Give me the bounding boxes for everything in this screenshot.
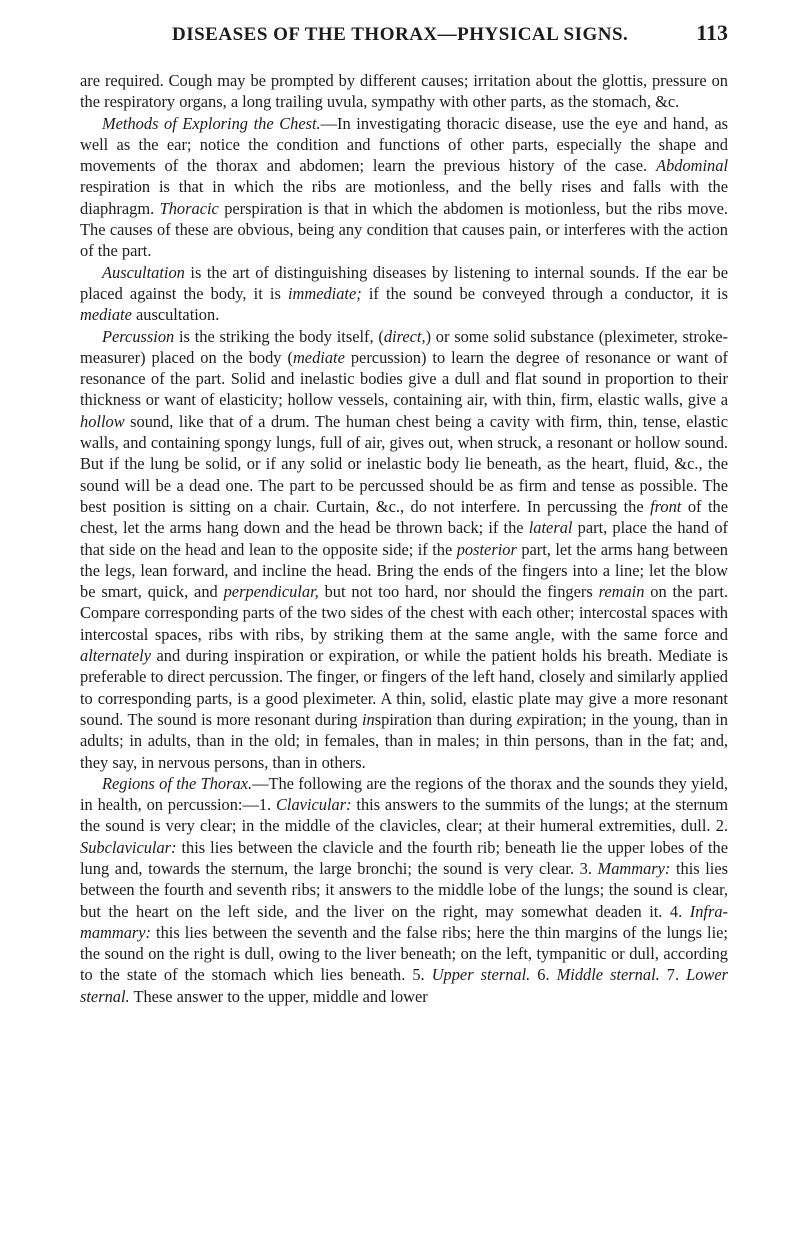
- paragraph-regions-of-thorax: Regions of the Thorax.—The following are the regions of the thorax and the sounds they yield, in health, on percussion:—1. Clavicular: this answers to the summits of the lungs; at the sternum the sound is very clear; in the middle of the clavicles, clear; at their humeral extremities, dull. 2. Subclavicular: this lies between the clavicle and the fourth rib; beneath lie the upper lobes of the lung and, towards the sternum, the large bronchi; the sound is very clear. 3. Mammary: this lies between the fourth and seventh ribs; it answers to the middle lobe of the lungs; the sound is clear, but the heart on the left side, and the liver on the right, may somewhat deaden it. 4. Infra-mammary: this lies between the seventh and the false ribs; here the thin margins of the lungs lie; the sound on the right is dull, owing to the liver beneath; on the left, tympanitic or dull, according to the state of the stomach which lies beneath. 5. Upper sternal. 6. Middle sternal. 7. Lower sternal. These answer to the upper, middle and lower: [80, 773, 729, 1006]
- section-heading-auscultation: Auscultation: [102, 262, 185, 282]
- paragraph-auscultation: Auscultation is the art of distinguishing diseases by listening to internal sounds. If the ear be placed against the body, it is immediate; if the sound be conveyed through a conductor, it is mediate auscultation.: [80, 262, 728, 325]
- section-heading-methods: Methods of Exploring the Chest.: [102, 113, 321, 133]
- page-header: [80, 0, 728, 56]
- paragraph-percussion: Percussion is the striking the body itself, (direct,) or some solid substance (pleximeter, stroke-measurer) placed on the body (mediate percussion) to learn the degree of resonance or want of resonance of the part. Solid and inelastic bodies give a dull and flat sound in proportion to their thickness or want of elasticity; hollow vessels, containing air, with thin, firm, elastic walls, give a hollow sound, like that of a drum. The human chest being a cavity with firm, thin, tense, elastic walls, and containing spongy lungs, full of air, gives out, when struck, a resonant or hollow sound. But if the lung be solid, or if any solid or inelastic body lie beneath, as the heart, fluid, &c., the sound will be a dead one. The part to be percussed should be as firm and tense as possible. The best position is sitting on a chair. Curtain, &c., do not interfere. In percussing the front of the chest, let the arms hang down and the head be thrown back; if the lateral part, place the hand of that side on the head and lean to the opposite side; if the posterior part, let the arms hang between the legs, lean forward, and incline the head. Bring the ends of the fingers into a line; let the blow be smart, quick, and perpendicular, but not too hard, nor should the fingers remain on the part. Compare corresponding parts of the two sides of the chest with each other; intercostal spaces with intercostal spaces, ribs with ribs, by striking them at the same angle, with the same force and alternately and during inspiration or expiration, or while the patient holds his breath. Mediate is preferable to direct percussion. The finger, or fingers of the left hand, closely and similarly applied to corresponding parts, is a good pleximeter. A thin, solid, elastic plate may give a more resonant sound. The sound is more resonant during inspiration than during expiration; in the young, than in adults; in adults, than in the old; in females, than in males; in thin persons, than in the fat; and, they say, in nervous persons, than in others.: [80, 326, 729, 772]
- section-heading-regions: Regions of the Thorax.: [102, 773, 253, 793]
- paragraph-cough-causes: are required. Cough may be prompted by different causes; irritation about the glottis, pressure on the respiratory organs, a long trailing uvula, sympathy with other parts, as the stomach, &c.: [80, 71, 728, 112]
- page-number: 113: [696, 20, 728, 45]
- paragraph-methods-of-exploring: Methods of Exploring the Chest.—In investigating thoracic disease, use the eye and hand, as well as the ear; notice the condition and functions of other parts, especially the shape and movements of the thorax and abdomen; learn the previous history of the case. Abdominal respiration is that in which the ribs are motionless, and the belly rises and falls with the diaphragm. Thoracic perspiration is that in which the abdomen is motionless, but the ribs move. The causes of these are obvious, being any condition that causes pain, or interferes with the action of the part.: [80, 113, 728, 261]
- body-text: [80, 70, 728, 1007]
- section-heading-percussion: Percussion: [102, 326, 175, 346]
- running-title: DISEASES OF THE THORAX—PHYSICAL SIGNS.: [172, 24, 629, 45]
